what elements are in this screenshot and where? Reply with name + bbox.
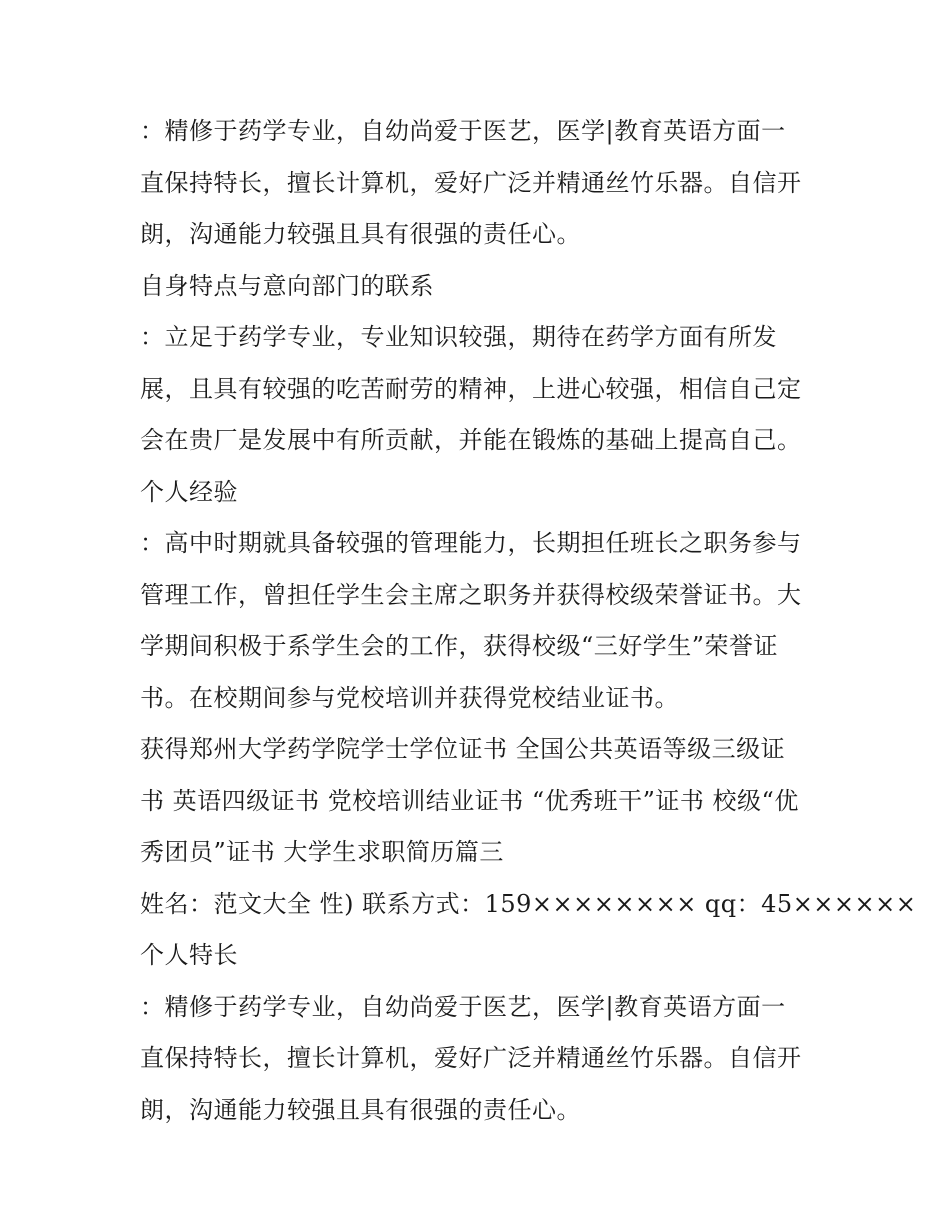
paragraph-line: 直保持特长，擅长计算机，爱好广泛并精通丝竹乐器。自信开 [140, 168, 802, 197]
paragraph-line: 管理工作，曾担任学生会主席之职务并获得校级荣誉证书。大 [140, 580, 802, 609]
section-heading: 自身特点与意向部门的联系 [140, 271, 434, 300]
paragraph-line: 学期间积极于系学生会的工作，获得校级“三好学生”荣誉证 [140, 632, 779, 660]
paragraph-line: 书 英语四级证书 党校培训结业证书 “优秀班干”证书 校级“优 [140, 786, 799, 815]
contact-line: 姓名：范文大全 性) 联系方式：159×××××××× qq：45×××××× [140, 889, 917, 918]
paragraph-line: 书。在校期间参与党校培训并获得党校结业证书。 [140, 683, 679, 712]
section-heading: 个人经验 [140, 477, 238, 506]
paragraph-line: ：高中时期就具备较强的管理能力，长期担任班长之职务参与 [140, 529, 802, 557]
paragraph-line: ：立足于药学专业，专业知识较强，期待在药学方面有所发 [140, 323, 777, 351]
paragraph-line: 朗，沟通能力较强且具有很强的责任心。 [140, 220, 581, 248]
paragraph-line: 会在贵厂是发展中有所贡献，并能在锻炼的基础上提高自己。 [140, 426, 802, 454]
paragraph-line: 秀团员”证书 大学生求职简历篇三 [140, 838, 504, 866]
paragraph-line: 展，且具有较强的吃苦耐劳的精神，上进心较强，相信自己定 [140, 374, 802, 403]
section-heading: 个人特长 [140, 941, 238, 969]
paragraph-line: 获得郑州大学药学院学士学位证书 全国公共英语等级三级证 [140, 735, 786, 763]
paragraph-line: ：精修于药学专业，自幼尚爱于医艺，医学|教育英语方面一 [140, 992, 786, 1021]
document-body [140, 106, 917, 1136]
paragraph-line: 直保持特长，擅长计算机，爱好广泛并精通丝竹乐器。自信开 [140, 1044, 802, 1072]
paragraph-line: ：精修于药学专业，自幼尚爱于医艺，医学|教育英语方面一 [140, 117, 786, 145]
paragraph-line: 朗，沟通能力较强且具有很强的责任心。 [140, 1095, 581, 1124]
